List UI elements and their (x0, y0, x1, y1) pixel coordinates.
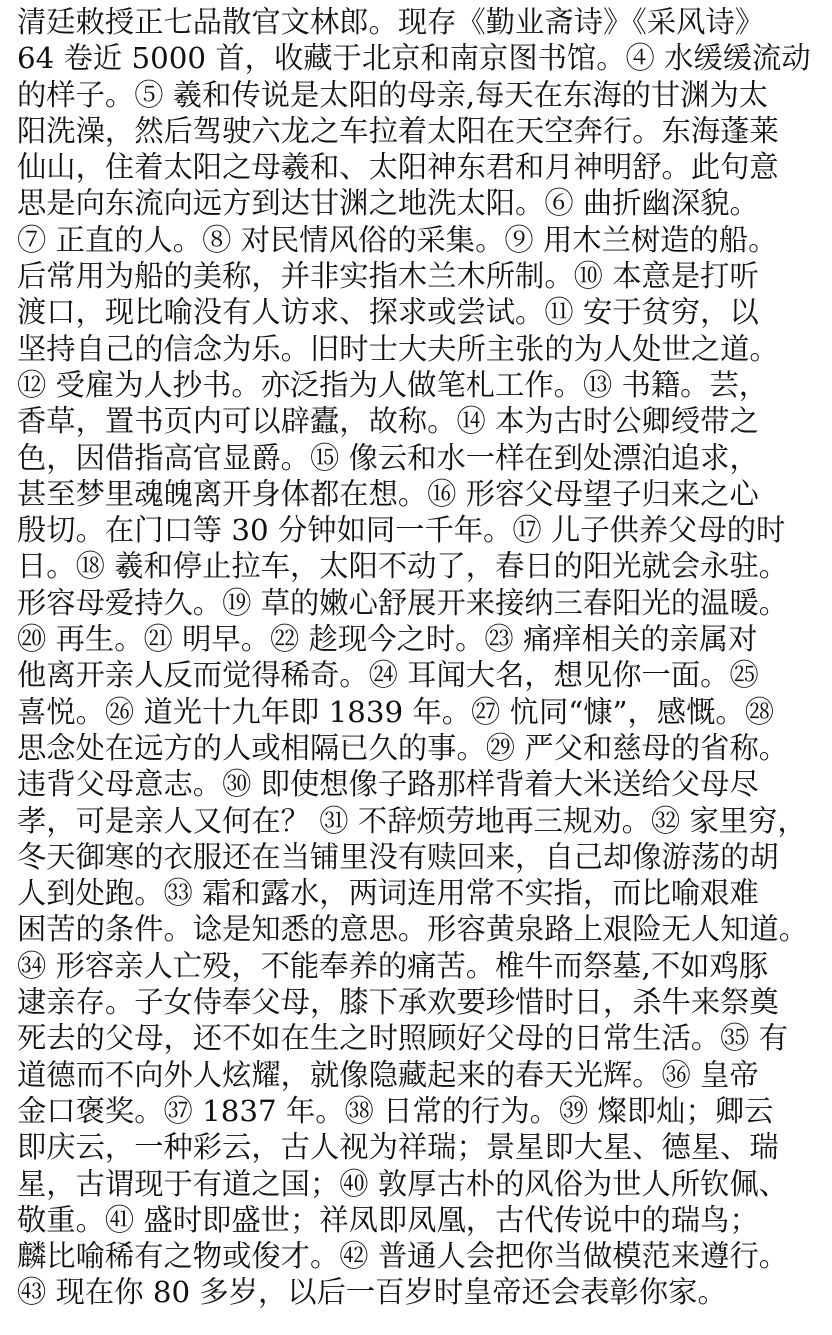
text-line: 思是向东流向远方到达甘渊之地洗太阳。⑥ 曲折幽深貌。 (17, 186, 759, 221)
text-line: 色，因借指高官显爵。⑮ 像云和水一样在到处漂泊追求， (17, 440, 759, 475)
text-line: 渡口，现比喻没有人访求、探求或尝试。⑪ 安于贫穷，以 (17, 295, 759, 330)
text-line: 甚至梦里魂魄离开身体都在想。⑯ 形容父母望子归来之心 (17, 476, 759, 511)
text-line: 死去的父母，还不如在生之时照顾好父母的日常生活。㉟ 有 (17, 1021, 789, 1056)
text-line: 即庆云，一种彩云，古人视为祥瑞；景星即大星、德星、瑞 (17, 1130, 779, 1165)
text-line: 的样子。⑤ 羲和传说是太阳的母亲,每天在东海的甘渊为太 (17, 77, 769, 112)
text-line: 他离开亲人反而觉得稀奇。㉔ 耳闻大名，想见你一面。㉕ (17, 658, 759, 693)
text-line: 敬重。㊶ 盛时即盛世；祥凤即凤凰，古代传说中的瑞鸟； (17, 1202, 759, 1237)
text-line: ㉞ 形容亲人亡殁，不能奉养的痛苦。椎牛而祭墓,不如鸡豚 (17, 948, 769, 983)
text-line: 香草，置书页内可以辟蠹，故称。⑭ 本为古时公卿绶带之 (17, 404, 759, 439)
text-line: 喜悦。㉖ 道光十九年即 1839 年。㉗ 忼同“慷”，感慨。㉘ (17, 694, 774, 729)
text-line: 冬天御寒的衣服还在当铺里没有赎回来，自己却像游荡的胡 (17, 839, 779, 874)
text-line: ⑦ 正直的人。⑧ 对民情风俗的采集。⑨ 用木兰树造的船。 (17, 222, 778, 257)
text-line: 阳洗澡，然后驾驶六龙之车拉着太阳在天空奔行。东海蓬莱 (17, 113, 779, 148)
text-line: 人到处跑。㉝ 霜和露水，两词连用常不实指，而比喻艰难 (17, 876, 759, 911)
text-line: 仙山，住着太阳之母羲和、太阳神东君和月神明舒。此句意 (17, 150, 779, 185)
text-line: 困苦的条件。谂是知悉的意思。形容黄泉路上艰险无人知道。 (17, 912, 809, 947)
annotation-text-block (17, 4, 817, 1311)
text-line: ⑳ 再生。㉑ 明早。㉒ 趁现今之时。㉓ 痛痒相关的亲属对 (17, 622, 758, 657)
text-line: 清廷敕授正七品散官文林郎。现存《勤业斋诗》《采风诗》 (17, 5, 765, 39)
text-line: 道德而不向外人炫耀，就像隐藏起来的春天光辉。㊱ 皇帝 (17, 1057, 759, 1092)
text-line: 违背父母意志。㉚ 即使想像子路那样背着大米送给父母尽 (17, 767, 759, 802)
text-line: 后常用为船的美称，并非实指木兰木所制。⑩ 本意是打听 (17, 259, 759, 294)
text-line: 金口褒奖。㊲ 1837 年。㊳ 日常的行为。㊴ 燦即灿；卿云 (17, 1093, 774, 1128)
text-line: 形容母爱持久。⑲ 草的嫩心舒展开来接纳三春阳光的温暖。 (17, 585, 789, 620)
text-line: 殷切。在门口等 30 分钟如同一千年。⑰ 儿子供养父母的时 (17, 513, 786, 548)
text-line: 坚持自己的信念为乐。旧时士大夫所主张的为人处世之道。 (17, 331, 779, 366)
text-line: 星，古谓现于有道之国；㊵ 敦厚古朴的风俗为世人所钦佩、 (17, 1166, 789, 1201)
text-line: 麟比喻稀有之物或俊才。㊷ 普通人会把你当做模范来遵行。 (17, 1239, 789, 1274)
text-line: 思念处在远方的人或相隔已久的事。㉙ 严父和慈母的省称。 (17, 730, 789, 765)
text-line: 孝，可是亲人又何在？ ㉛ 不辞烦劳地再三规劝。㉜ 家里穷， (17, 803, 807, 838)
text-line: ⑫ 受雇为人抄书。亦泛指为人做笔札工作。⑬ 书籍。芸， (17, 367, 769, 402)
text-line: 逮亲存。子女侍奉父母，膝下承欢要珍惜时日，杀牛来祭奠 (17, 985, 779, 1020)
text-line: 日。⑱ 羲和停止拉车，太阳不动了，春日的阳光就会永驻。 (17, 549, 789, 584)
text-line: 64 卷近 5000 首，收藏于北京和南京图书馆。④ 水缓缓流动 (17, 41, 811, 76)
text-line: ㊸ 现在你 80 多岁，以后一百岁时皇帝还会表彰你家。 (17, 1275, 727, 1310)
